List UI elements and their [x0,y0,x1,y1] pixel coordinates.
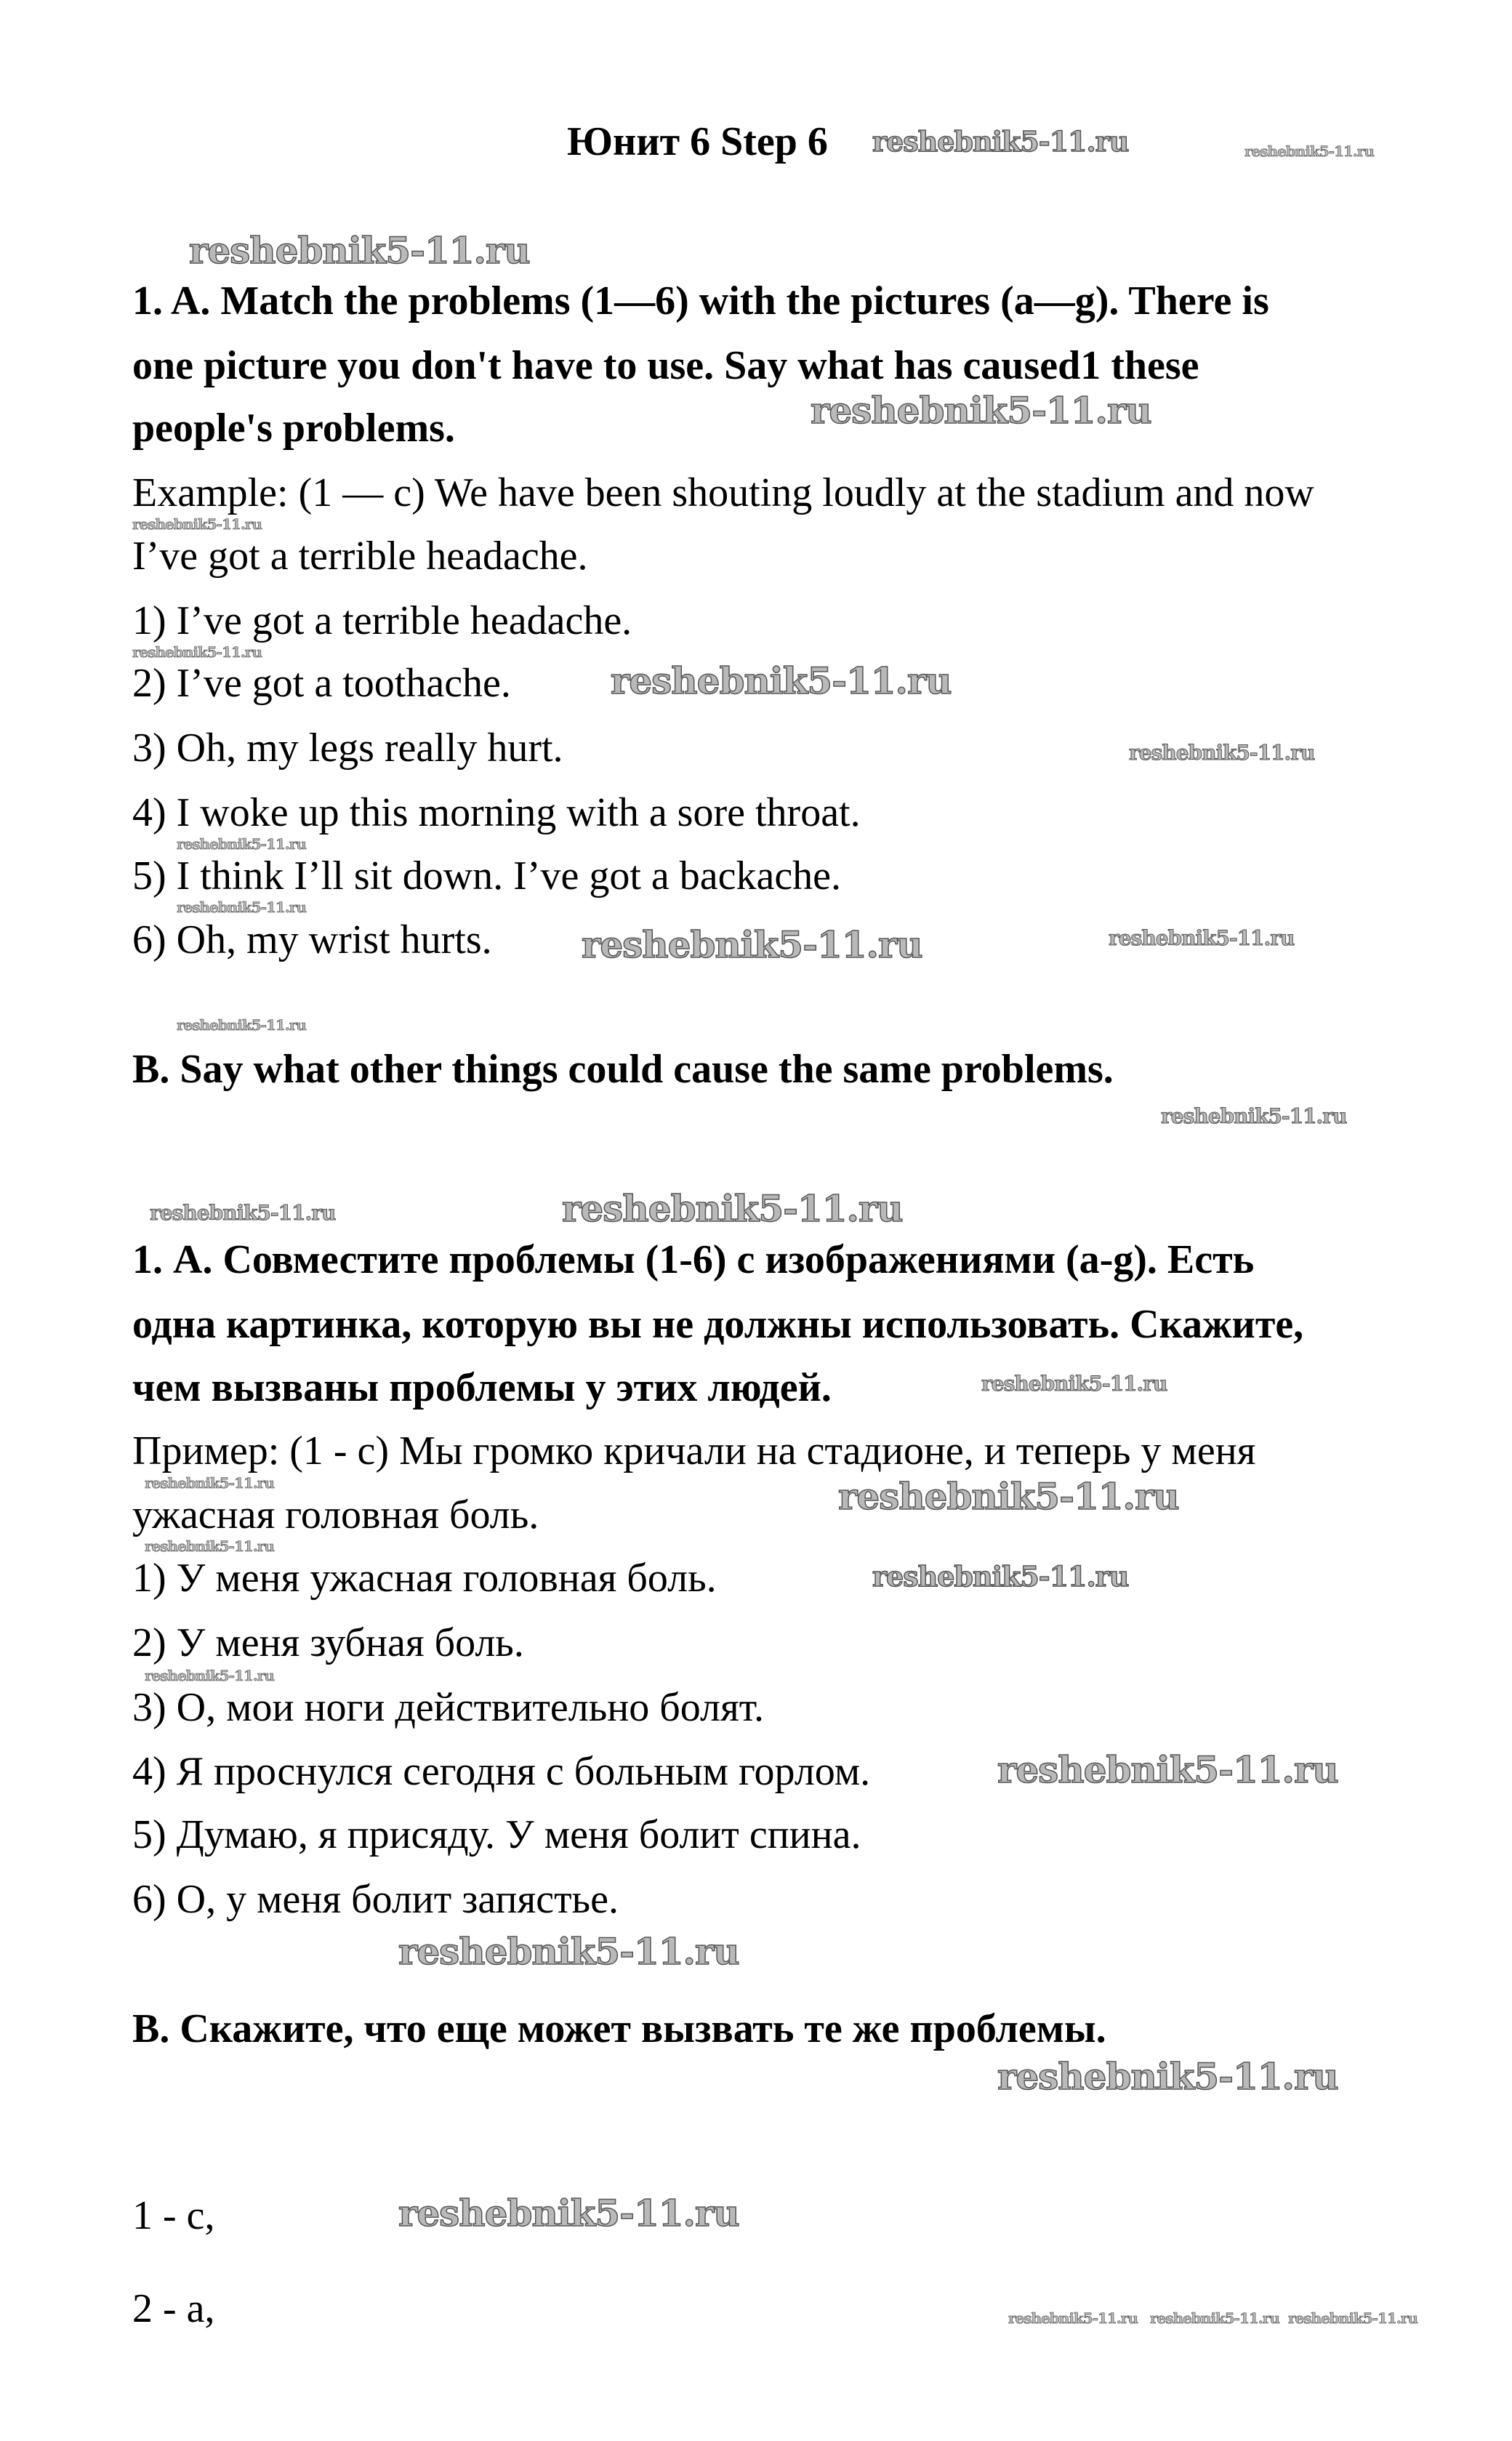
part-b-ru: В. Скажите, что еще может вызвать те же проблемы. [132,2006,1106,2051]
watermark: reshebnik5-11.ru [1129,741,1315,765]
watermark: reshebnik5-11.ru [997,2055,1338,2098]
example-ru: Пример: (1 - c) Мы громко кричали на стадионе, и теперь у меня [132,1428,1256,1473]
watermark: reshebnik5-11.ru [177,835,306,853]
watermark: reshebnik5-11.ru [838,1475,1179,1518]
example-en: I’ve got a terrible headache. [132,534,588,579]
watermark: reshebnik5-11.ru [398,2192,739,2235]
answer-item: 2 - a, [132,2286,215,2331]
example-ru: ужасная головная боль. [132,1492,539,1537]
watermark: reshebnik5-11.ru [1288,2309,1418,2327]
part-b-en: B. Say what other things could cause the same problems. [132,1047,1114,1092]
exercise-heading-en: 1. A. Match the problems (1—6) with the pictures (a—g). There is [132,278,1269,323]
list-item: 5) Думаю, я присяду. У меня болит спина. [132,1812,861,1857]
example-en: Example: (1 — c) We have been shouting loudly at the stadium and now [132,470,1314,515]
watermark: reshebnik5-11.ru [811,389,1151,432]
list-item: 6) О, у меня болит запястье. [132,1877,619,1922]
list-item: 1) I’ve got a terrible headache. [132,598,632,643]
exercise-heading-en: people's problems. [132,406,455,451]
page-title: Юнит 6 Step 6 [567,119,828,164]
watermark: reshebnik5-11.ru [611,659,952,702]
watermark: reshebnik5-11.ru [189,229,530,272]
watermark: reshebnik5-11.ru [177,898,306,916]
watermark: reshebnik5-11.ru [1008,2309,1138,2327]
list-item: 4) Я проснулся сегодня с больным горлом. [132,1749,871,1794]
watermark: reshebnik5-11.ru [145,1474,274,1492]
watermark: reshebnik5-11.ru [1244,142,1374,160]
watermark: reshebnik5-11.ru [177,1016,306,1034]
exercise-heading-ru: чем вызваны проблемы у этих людей. [132,1365,832,1410]
watermark: reshebnik5-11.ru [1161,1104,1347,1128]
list-item: 5) I think I’ll sit down. I’ve got a backache. [132,853,842,898]
list-item: 2) I’ve got a toothache. [132,661,511,706]
watermark: reshebnik5-11.ru [997,1748,1338,1791]
list-item: 3) О, мои ноги действительно болят. [132,1685,764,1730]
watermark: reshebnik5-11.ru [1109,926,1295,950]
watermark: reshebnik5-11.ru [150,1201,336,1225]
watermark: reshebnik5-11.ru [132,515,262,533]
list-item: 1) У меня ужасная головная боль. [132,1556,717,1601]
exercise-heading-ru: одна картинка, которую вы не должны использовать. Скажите, [132,1302,1304,1347]
list-item: 2) У меня зубная боль. [132,1620,524,1665]
watermark: reshebnik5-11.ru [132,643,262,661]
watermark: reshebnik5-11.ru [872,1560,1129,1593]
watermark: reshebnik5-11.ru [981,1372,1167,1396]
list-item: 3) Oh, my legs really hurt. [132,725,563,771]
watermark: reshebnik5-11.ru [582,923,922,966]
list-item: 6) Oh, my wrist hurts. [132,917,492,962]
list-item: 4) I woke up this morning with a sore throat. [132,790,861,835]
watermark: reshebnik5-11.ru [872,125,1129,158]
watermark: reshebnik5-11.ru [145,1667,274,1684]
answer-item: 1 - c, [132,2193,215,2238]
watermark: reshebnik5-11.ru [562,1187,903,1230]
watermark: reshebnik5-11.ru [398,1930,739,1973]
watermark: reshebnik5-11.ru [1150,2309,1279,2327]
exercise-heading-ru: 1. А. Совместите проблемы (1-6) с изображениями (a-g). Есть [132,1237,1255,1282]
exercise-heading-en: one picture you don't have to use. Say what has caused1 these [132,343,1199,388]
watermark: reshebnik5-11.ru [145,1537,274,1555]
